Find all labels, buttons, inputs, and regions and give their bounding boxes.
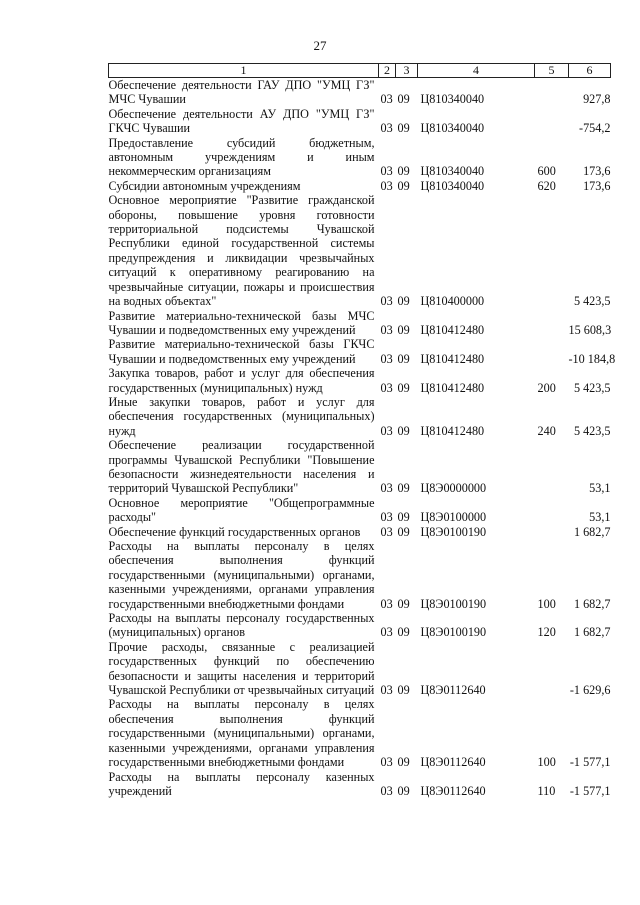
- row-amount: 927,8: [583, 92, 611, 107]
- row-target-article: Ц810340040: [420, 92, 485, 107]
- row-name: Расходы на выплаты персоналу казенных учреждений: [108, 769, 375, 798]
- row-target-article: Ц8Э0112640: [420, 683, 486, 698]
- row-target-article: Ц8Э0100190: [420, 625, 487, 640]
- row-expense-type: [535, 640, 569, 698]
- table-row: [109, 640, 611, 698]
- row-name: Основное мероприятие "Развитие гражданской обороны, повышение уровня готовности территориальной подсистемы Чувашской Республики единой государственной системы предупреждения и ликвидации чрезвычайных ситуаций к оперативному реагированию на чрезвычайные ситуации, пожары и происшествия на водных объектах": [108, 193, 375, 309]
- header-col-1: 1: [109, 64, 379, 78]
- row-name: Обеспечение деятельности АУ ДПО "УМЦ ГЗ" ГКЧС Чувашии: [108, 106, 375, 136]
- row-name: Расходы на выплаты персоналу в целях обеспечения выполнения функций государственными (муниципальными) органами, казенными учреждениями, органами управления государственными внебюджетными фондами: [108, 697, 375, 770]
- row-target-article: Ц8Э0112640: [420, 783, 486, 798]
- row-amount: -10 184,8: [568, 351, 616, 366]
- row-subsection: 09: [397, 481, 410, 496]
- row-amount: -754,2: [579, 121, 611, 136]
- row-name: Закупка товаров, работ и услуг для обеспечения государственных (муниципальных) нужд: [108, 366, 375, 395]
- row-target-article: Ц810412480: [420, 351, 485, 366]
- row-expense-type: [535, 193, 569, 308]
- row-subsection: 09: [397, 322, 410, 337]
- row-target-article: Ц810412480: [420, 380, 485, 395]
- row-subsection: 09: [397, 783, 410, 798]
- row-subsection: 09: [397, 596, 410, 611]
- row-target-article: Ц8Э0100190: [420, 596, 487, 611]
- row-section: 03: [380, 351, 393, 366]
- row-section: 03: [380, 423, 393, 438]
- row-section: 03: [380, 755, 393, 770]
- table-row: [109, 366, 611, 395]
- row-expense-type: [535, 496, 569, 525]
- row-name: Расходы на выплаты персоналу государственных (муниципальных) органов: [108, 611, 375, 640]
- row-section: 03: [380, 322, 393, 337]
- row-expense-type: 600: [537, 164, 556, 179]
- row-name: Обеспечение функций государственных органов: [108, 524, 361, 539]
- row-subsection: 09: [397, 178, 410, 193]
- row-expense-type: 200: [537, 380, 556, 395]
- row-target-article: Ц8Э0112640: [420, 755, 486, 770]
- table-row: [109, 136, 611, 179]
- row-target-article: Ц810340040: [420, 164, 485, 179]
- header-col-4: 4: [418, 64, 535, 78]
- row-target-article: Ц810340040: [420, 121, 485, 136]
- row-target-article: Ц8Э0100190: [420, 524, 487, 539]
- row-expense-type: [535, 525, 569, 539]
- row-name: Основное мероприятие "Общепрограммные расходы": [108, 495, 375, 525]
- row-section: 03: [380, 510, 393, 525]
- row-subsection: 09: [397, 524, 410, 539]
- header-col-2: 2: [379, 64, 396, 78]
- row-subsection: 09: [397, 164, 410, 179]
- row-amount: -1 577,1: [569, 755, 611, 770]
- row-subsection: 09: [397, 92, 410, 107]
- row-subsection: 09: [397, 755, 410, 770]
- row-amount: 53,1: [589, 510, 611, 525]
- row-amount: 173,6: [583, 164, 611, 179]
- row-section: 03: [380, 683, 393, 698]
- row-target-article: Ц8Э0000000: [420, 481, 487, 496]
- row-subsection: 09: [397, 625, 410, 640]
- row-expense-type: 240: [537, 423, 556, 438]
- table-row: [109, 697, 611, 769]
- row-target-article: Ц810412480: [420, 322, 485, 337]
- row-target-article: Ц8Э0100000: [420, 510, 487, 525]
- row-section: 03: [380, 121, 393, 136]
- row-name: Обеспечение реализации государственной программы Чувашской Республики "Повышение безопасности жизнедеятельности населения и территорий Чувашской Республики": [108, 438, 375, 496]
- row-section: 03: [380, 92, 393, 107]
- table-row: [109, 179, 611, 193]
- row-amount: 53,1: [589, 481, 611, 496]
- row-amount: -1 629,6: [569, 683, 611, 698]
- row-target-article: Ц810400000: [420, 294, 485, 309]
- row-amount: 173,6: [583, 178, 611, 193]
- row-subsection: 09: [397, 294, 410, 309]
- row-name: Обеспечение деятельности ГАУ ДПО "УМЦ ГЗ" МЧС Чувашии: [108, 78, 375, 107]
- row-section: 03: [380, 380, 393, 395]
- row-target-article: Ц810412480: [420, 423, 485, 438]
- row-section: 03: [380, 294, 393, 309]
- row-section: 03: [380, 625, 393, 640]
- row-name: Расходы на выплаты персоналу в целях обеспечения выполнения функций государственными (муниципальными) органами, казенными учреждениями, органами управления государственными внебюджетными фондами: [108, 539, 375, 611]
- table-header: [109, 64, 611, 78]
- row-expense-type: 100: [537, 596, 556, 611]
- table-row: [109, 309, 611, 338]
- row-amount: 1 682,7: [573, 524, 611, 539]
- page-number: 27: [313, 38, 327, 53]
- row-name: Субсидии автономным учреждениям: [108, 178, 301, 193]
- row-amount: 5 423,5: [573, 380, 611, 395]
- row-name: Предоставление субсидий бюджетным, автономным учреждениям и иным некоммерческим организациям: [108, 135, 375, 179]
- row-name: Прочие расходы, связанные с реализацией государственных функций по обеспечению безопасности и защиты населения и территорий Чувашской Республики от чрезвычайных ситуаций: [108, 639, 375, 698]
- row-subsection: 09: [397, 683, 410, 698]
- row-expense-type: [535, 438, 569, 496]
- table-row: [109, 193, 611, 308]
- table-row: [109, 438, 611, 496]
- row-amount: 5 423,5: [573, 294, 611, 309]
- row-expense-type: 620: [537, 178, 556, 193]
- row-name: Развитие материально-технической базы ГКЧС Чувашии и подведомственных ему учреждений: [108, 337, 375, 366]
- row-section: 03: [380, 481, 393, 496]
- row-expense-type: 100: [537, 755, 556, 770]
- table-row: [109, 107, 611, 136]
- row-amount: 1 682,7: [573, 625, 611, 640]
- row-expense-type: 120: [537, 625, 556, 640]
- budget-table: [108, 63, 616, 798]
- header-col-3: 3: [396, 64, 418, 78]
- table-row: [109, 539, 611, 611]
- table-row: [109, 611, 611, 640]
- table-body: [108, 78, 616, 799]
- row-section: 03: [380, 164, 393, 179]
- row-name: Развитие материально-технической базы МЧС Чувашии и подведомственных ему учреждений: [108, 308, 375, 337]
- row-section: 03: [380, 178, 393, 193]
- table-row: [109, 770, 611, 799]
- row-subsection: 09: [397, 351, 410, 366]
- row-section: 03: [380, 524, 393, 539]
- row-section: 03: [380, 783, 393, 798]
- row-subsection: 09: [397, 423, 410, 438]
- table-row: [109, 525, 611, 539]
- row-expense-type: [535, 309, 569, 338]
- row-amount: 1 682,7: [573, 596, 611, 611]
- table-row: [109, 337, 611, 366]
- row-subsection: 09: [397, 121, 410, 136]
- row-name: Иные закупки товаров, работ и услуг для обеспечения государственных (муниципальных) нужд: [108, 394, 375, 438]
- row-target-article: Ц810340040: [420, 178, 485, 193]
- table-row: [109, 496, 611, 525]
- header-col-5: 5: [535, 64, 569, 78]
- row-amount: -1 577,1: [569, 783, 611, 798]
- row-amount: 5 423,5: [573, 423, 611, 438]
- row-expense-type: 110: [537, 783, 556, 798]
- row-expense-type: [535, 337, 569, 366]
- header-col-6: 6: [569, 64, 611, 78]
- row-subsection: 09: [397, 510, 410, 525]
- row-amount: 15 608,3: [568, 322, 612, 337]
- table-row: [109, 78, 611, 107]
- row-expense-type: [535, 78, 569, 107]
- row-subsection: 09: [397, 380, 410, 395]
- table-row: [109, 395, 611, 438]
- row-expense-type: [535, 107, 569, 136]
- row-section: 03: [380, 596, 393, 611]
